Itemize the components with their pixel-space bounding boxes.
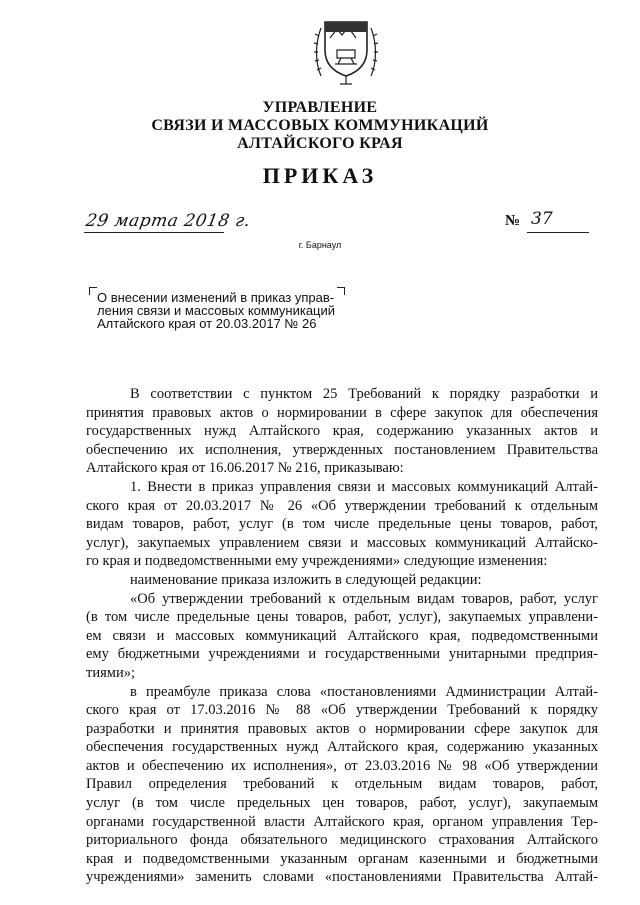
body-line: разработки и принятия правовых актов о нормировании сфере закупок для bbox=[86, 720, 598, 737]
subject-block bbox=[97, 291, 337, 330]
document-body bbox=[86, 385, 598, 887]
organization-name-line-2: СВЯЗИ И МАССОВЫХ КОММУНИКАЦИЙ bbox=[151, 117, 489, 134]
number-underline bbox=[527, 232, 589, 233]
subject-bracket-right bbox=[337, 287, 345, 295]
body-line: принятия правовых актов о нормировании в сфере закупок для обеспечения bbox=[86, 404, 598, 421]
subject-line: ления связи и массовых коммуникаций bbox=[97, 303, 336, 318]
body-line: учреждениями» заменить словами «постановлениями Правительства Алтай- bbox=[86, 869, 598, 886]
body-line: услуг (в том числе предельных цен товаров, работ, услуг), закупаемым bbox=[86, 795, 598, 812]
altai-coat-of-arms-emblem bbox=[313, 14, 379, 88]
subject-line: Алтайского края от 20.03.2017 № 26 bbox=[97, 316, 317, 331]
body-line: ем связи и массовых коммуникаций Алтайского края, подведомственными bbox=[86, 627, 598, 644]
body-line: в преамбуле приказа слова «постановлениями Администрации Алтай- bbox=[130, 683, 598, 700]
document-type-title: ПРИКАЗ bbox=[262, 163, 378, 188]
body-line: государственных нужд Алтайского края, содержанию указанных актов и bbox=[86, 423, 598, 440]
subject-line: О внесении изменений в приказ управ- bbox=[97, 290, 335, 305]
body-line: услуг), закупаемых управлением связи и массовых коммуникаций Алтайско- bbox=[86, 534, 598, 551]
body-line: ского края от 20.03.2017 № 26 «Об утверждении требований к отдельным bbox=[86, 497, 598, 514]
body-line: обеспечению их исполнения, утвержденных постановлением Правительства bbox=[86, 441, 598, 458]
body-line: края и подведомственными указанным органам казенными и бюджетными bbox=[86, 850, 598, 867]
body-line: «Об утверждении требований к отдельным видам товаров, работ, услуг bbox=[130, 590, 598, 607]
date-underline bbox=[84, 232, 224, 233]
body-line: Правил определения требований к отдельным видам товаров, работ, bbox=[86, 776, 598, 793]
body-line: органами государственной власти Алтайского края, органом управления Тер- bbox=[86, 813, 598, 830]
body-line: наименование приказа изложить в следующей редакции: bbox=[130, 571, 482, 588]
handwritten-number: 37 bbox=[531, 209, 553, 229]
body-line: Алтайского края от 16.06.2017 № 216, приказываю: bbox=[86, 460, 404, 477]
body-line: обеспечения государственных нужд Алтайского края, содержанию указанных bbox=[86, 739, 598, 756]
number-label: № bbox=[505, 213, 521, 229]
body-line: ского края от 17.03.2016 № 88 «Об утверждении Требований к порядку bbox=[86, 702, 598, 719]
city-name: г. Барнаул bbox=[298, 240, 342, 250]
body-line: (в том числе предельные цены товаров, работ, услуг), закупаемых управлени- bbox=[86, 609, 598, 626]
handwritten-date: 29 марта 2018 г. bbox=[84, 211, 253, 231]
body-line: 1. Внести в приказ управления связи и массовых коммуникаций Алтай- bbox=[130, 478, 598, 495]
body-line: В соответствии с пунктом 25 Требований к порядку разработки и bbox=[130, 386, 598, 402]
body-line: тиями»; bbox=[86, 664, 135, 681]
subject-bracket-left bbox=[89, 287, 97, 295]
body-line: го края и подведомственными ему учреждениями» следующие изменения: bbox=[86, 553, 548, 570]
organization-name-line-1: УПРАВЛЕНИЕ bbox=[262, 99, 378, 116]
body-line: ему бюджетными учреждениями и государственными унитарными предприя- bbox=[86, 646, 598, 663]
body-line: актов и обеспечению их исполнения», от 23.03.2016 № 98 «Об утверждении bbox=[86, 757, 598, 774]
body-line: видам товаров, работ, услуг (в том числе предельные цены товаров, работ, bbox=[86, 516, 598, 533]
body-line: риториального фонда обязательного медицинского страхования Алтайского bbox=[86, 832, 598, 849]
organization-name-line-3: АЛТАЙСКОГО КРАЯ bbox=[237, 135, 403, 152]
